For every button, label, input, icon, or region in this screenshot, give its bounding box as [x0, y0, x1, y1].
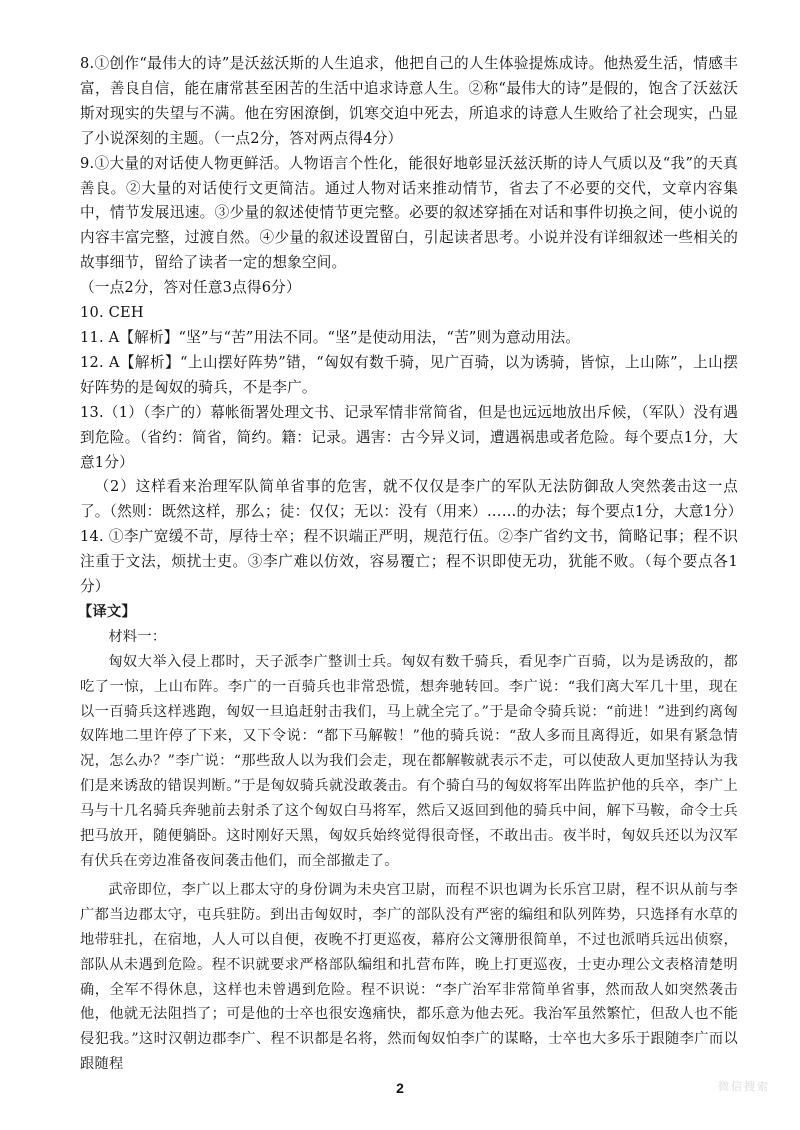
page-number: 2: [396, 1080, 404, 1096]
answer-q9-score: （一点2分，答对任意3点得6分）: [80, 279, 301, 297]
answer-q13-1: 13.（1）（李广的）幕帐衙署处理文书、记录军情非常简省，但是也远远地放出斥候，（军队）没有遇到危险。（省约：简省，简约。籍：记录。遇害：古今异义词，遭遇祸患或者危险。每个要点1分，大意1分）: [80, 403, 738, 471]
translation-paragraph-2: 武帝即位，李广以上郡太守的身份调为未央宫卫尉，而程不识也调为长乐宫卫尉，程不识从前与李广都当边郡太守，屯兵驻防。到出击匈奴时，李广的部队没有严密的编组和队列阵势，只选择有水草的地带驻扎，在宿地，人人可以自便，夜晚不打更巡夜，幕府公文簿册很简单，不过也派哨兵远出侦察，部队从未遇到危险。程不识就要求严格部队编组和扎营布阵，晚上打更巡夜，士吏办理公文表格清楚明确，全军不得休息，这样也未曾遇到危险。程不识说：“李广治军非常简单省事，然而敌人如突然袭击他，他就无法阻挡了；可是他的士卒也很安逸痛快，都乐意为他去死。我治军虽然繁忙，但敌人也不能侵犯我。”这时汉朝边郡李广、程不识都是名将，然而匈奴怕李广的谋略，士卒也大多乐于跟随李广而以跟随程: [80, 881, 738, 1073]
answer-q12: 12. A【解析】“上山摆好阵势”错，“匈奴有数千骑，见广百骑，以为诱骑，皆惊，上山陈”，上山摆好阵势的是匈奴的骑兵，不是李广。: [80, 353, 738, 396]
answer-key-body: [78, 52, 743, 1077]
answer-q9: 9.①大量的对话使人物更鲜活。人物语言个性化，能很好地彰显沃兹沃斯的诗人气质以及“我”的天真善良。②大量的对话使行文更简洁。通过人物对话来推动情节，省去了不必要的交代，文章内容集中，情节发展迅速。③少量的叙述使情节更完整。必要的叙述穿插在对话和事件切换之间，使小说的内容丰富完整，过渡自然。④少量的叙述设置留白，引起读者思考。小说并没有详细叙述一些相关的故事细节，留给了读者一定的想象空间。: [80, 154, 738, 272]
translation-header: 【译文】: [78, 603, 136, 620]
answer-q11: 11. A【解析】“坚”与“苦”用法不同。“坚”是使动用法，“苦”则为意动用法。: [80, 328, 581, 346]
translation-paragraph-1: 匈奴大举入侵上郡时，天子派李广整训士兵。匈奴有数千骑兵，看见李广百骑，以为是诱敌的，都吃了一惊，上山布阵。李广的一百骑兵也非常恐慌，想奔驰转回。李广说：“我们离大军几十里，现在以一百骑兵这样逃跑，匈奴一旦追赶射击我们，马上就全完了。”于是命令骑兵说：“前进！”进到约离匈奴阵地二里许停了下来，又下令说：“都下马解鞍！”他的骑兵说：“敌人多而且离得近，如果有紧急情况，怎么办？”李广说：“那些敌人以为我们会走，现在都解鞍就表示不走，可以使敌人更加坚持认为我们是来诱敌的错误判断。”于是匈奴骑兵就没敢袭击。有个骑白马的匈奴将军出阵监护他的兵卒，李广上马与十几名骑兵奔驰前去射杀了这个匈奴白马将军，然后又返回到他的骑兵中间，解下马鞍，命令士兵把马放开，随便躺卧。这时刚好天黑，匈奴兵始终觉得很奇怪，不敢出击。夜半时，匈奴兵还以为汉军有伏兵在旁边准备夜间袭击他们，而全部撤走了。: [80, 653, 738, 869]
material-label: 材料一：: [108, 628, 167, 645]
watermark: 微信搜索: [718, 1081, 770, 1093]
answer-q10: 10. CEH: [80, 304, 144, 322]
answer-q14: 14. ①李广宽缓不苛，厚待士卒；程不识端正严明，规范行伍。②李广省约文书，简略记事；程不识注重于文法，烦扰士吏。③李广难以仿效，容易覆亡；程不识即使无功，犹能不败。（每个要点各1分）: [80, 528, 738, 596]
translation-section: [80, 600, 738, 1077]
answer-q8: 8.①创作“最伟大的诗”是沃兹沃斯的人生追求，他把自己的人生体验提炼成诗。他热爱生活，情感丰富，善良自信，能在庸常甚至困苦的生活中追求诗意人生。②称“最伟大的诗”是假的，饱含了沃兹沃斯对现实的失望与不满。他在穷困潦倒，饥寒交迫中死去，所追求的诗意人生败给了社会现实，凸显了小说深刻的主题。（一点2分，答对两点得4分）: [80, 55, 738, 147]
answer-q13-2: （2）这样看来治理军队简单省事的危害，就不仅仅是李广的军队无法防御敌人突然袭击这一点了。（然则：既然这样，那么；徒：仅仅；无以：没有（用来）……的办法；每个要点1分，大意1分）: [80, 478, 743, 521]
answer-section: [80, 52, 743, 600]
